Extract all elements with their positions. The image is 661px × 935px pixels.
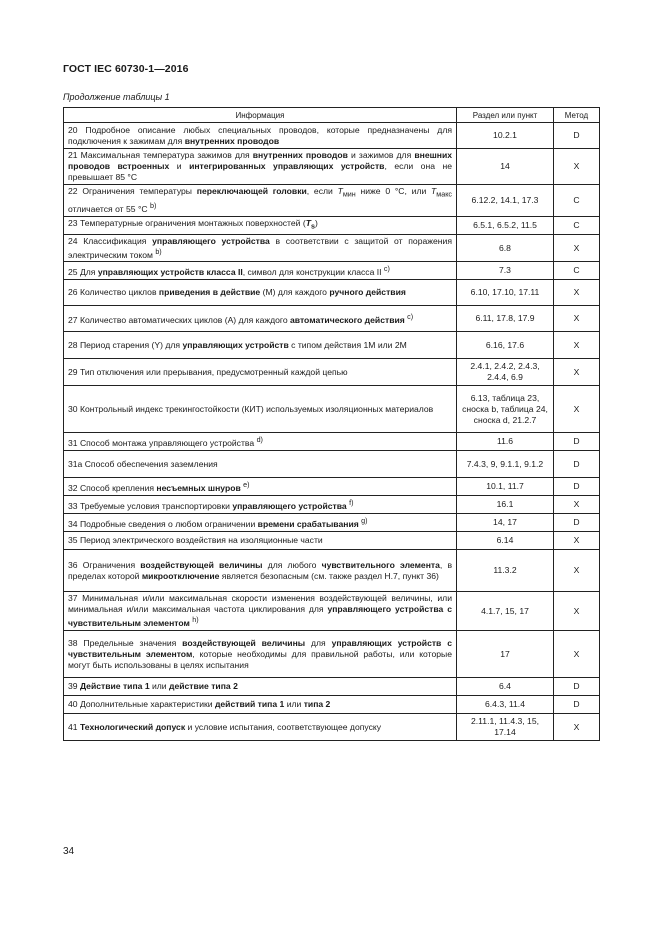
table-row (64, 714, 600, 741)
cell-section: 2.11.1, 11.4.3, 15, 17.14 (457, 714, 554, 741)
table-row (64, 532, 600, 550)
cell-info: 37 Минимальная и/или максимальная скорости изменения воздействующей величины, или минимальная и/или максимальная частота циклирования для управляющего устройства с чувствительным элементом $^{h)}$ (64, 592, 457, 631)
cell-info: 22 Ограничения температуры переключающей головки, если $T_{мин}$ ниже 0 °С, или $T_{макс}$ отличается от 55 °С $^{b)}$ (64, 185, 457, 217)
table-caption: Продолжение таблицы 1 (63, 92, 170, 102)
cell-info: 31 Способ монтажа управляющего устройства $^{d)}$ (64, 433, 457, 451)
table-row (64, 234, 600, 262)
cell-info: 34 Подробные сведения о любом ограничении времени срабатывания $^{g)}$ (64, 514, 457, 532)
cell-section: 6.14 (457, 532, 554, 550)
cell-method: D (554, 123, 600, 149)
cell-method: D (554, 451, 600, 478)
cell-method: D (554, 696, 600, 714)
cell-section: 7.4.3, 9, 9.1.1, 9.1.2 (457, 451, 554, 478)
cell-section: 6.4 (457, 678, 554, 696)
cell-info: 24 Классификация управляющего устройства в соответствии с защитой от поражения электрическим током $^{b)}$ (64, 234, 457, 262)
cell-info: 41 Технологический допуск и условие испытания, соответствующее допуску (64, 714, 457, 741)
cell-section: 16.1 (457, 496, 554, 514)
table-row (64, 359, 600, 386)
table-row (64, 496, 600, 514)
cell-info: 21 Максимальная температура зажимов для внутренних проводов и зажимов для внешних проводов встроенных и интегрированных управляющих устройств, если она не превышает 85 °С (64, 149, 457, 185)
cell-section: 14 (457, 149, 554, 185)
cell-method: D (554, 678, 600, 696)
cell-section: 6.11, 17.8, 17.9 (457, 306, 554, 332)
cell-method: X (554, 149, 600, 185)
cell-section: 6.4.3, 11.4 (457, 696, 554, 714)
cell-section: 6.16, 17.6 (457, 332, 554, 359)
table-row (64, 478, 600, 496)
cell-section: 10.2.1 (457, 123, 554, 149)
table-row (64, 280, 600, 306)
cell-method: D (554, 514, 600, 532)
cell-info: 40 Дополнительные характеристики действий типа 1 или типа 2 (64, 696, 457, 714)
cell-method: X (554, 592, 600, 631)
cell-section: 6.13, таблица 23, сноска b, таблица 24, сноска d, 21.2.7 (457, 386, 554, 433)
cell-info: 29 Тип отключения или прерывания, предусмотренный каждой цепью (64, 359, 457, 386)
table-row (64, 332, 600, 359)
table-row (64, 696, 600, 714)
table-row (64, 678, 600, 696)
cell-info: 23 Температурные ограничения монтажных поверхностей $(T_s)$ (64, 216, 457, 234)
column-header-info: Информация (64, 108, 457, 123)
cell-section: 17 (457, 631, 554, 678)
page-number: 34 (63, 846, 75, 857)
table-row (64, 185, 600, 217)
cell-info: 35 Период электрического воздействия на изоляционные части (64, 532, 457, 550)
table-row (64, 550, 600, 592)
cell-section: 2.4.1, 2.4.2, 2.4.3, 2.4.4, 6.9 (457, 359, 554, 386)
cell-method: X (554, 714, 600, 741)
cell-method: C (554, 216, 600, 234)
cell-section: 11.3.2 (457, 550, 554, 592)
cell-info: 27 Количество автоматических циклов (A) для каждого автоматического действия $^{c)}$ (64, 306, 457, 332)
cell-method: X (554, 550, 600, 592)
table-row (64, 451, 600, 478)
cell-section: 6.12.2, 14.1, 17.3 (457, 185, 554, 217)
table-row (64, 631, 600, 678)
table-row (64, 306, 600, 332)
cell-info: 32 Способ крепления несъемных шнуров $^{e)}$ (64, 478, 457, 496)
cell-method: X (554, 532, 600, 550)
cell-method: X (554, 496, 600, 514)
cell-info: 20 Подробное описание любых специальных проводов, которые предназначены для подключения к зажимам для внутренних проводов (64, 123, 457, 149)
cell-method: D (554, 433, 600, 451)
table-row (64, 149, 600, 185)
table-row (64, 433, 600, 451)
cell-method: X (554, 306, 600, 332)
cell-info: 26 Количество циклов приведения в действие (M) для каждого ручного действия (64, 280, 457, 306)
cell-info: 28 Период старения (Y) для управляющих устройств с типом действия 1M или 2M (64, 332, 457, 359)
cell-info: 33 Требуемые условия транспортировки управляющего устройства $^{f)}$ (64, 496, 457, 514)
cell-section: 6.10, 17.10, 17.11 (457, 280, 554, 306)
cell-info: 30 Контрольный индекс трекингостойкости (КИТ) используемых изоляционных материалов (64, 386, 457, 433)
column-header-method: Метод (554, 108, 600, 123)
cell-section: 6.5.1, 6.5.2, 11.5 (457, 216, 554, 234)
cell-method: X (554, 359, 600, 386)
document-header: ГОСТ IEC 60730-1—2016 (63, 63, 189, 75)
cell-section: 6.8 (457, 234, 554, 262)
cell-info: 25 Для управляющих устройств класса II, символ для конструкции класса II $^{c)}$ (64, 262, 457, 280)
table-row (64, 386, 600, 433)
table-row (64, 592, 600, 631)
table-header-row (64, 108, 600, 123)
cell-method: X (554, 332, 600, 359)
cell-info: 36 Ограничения воздействующей величины для любого чувствительного элемента, в пределах которой микроотключение является безопасным (см. также раздел H.7, пункт 36) (64, 550, 457, 592)
cell-method: X (554, 386, 600, 433)
table-row (64, 216, 600, 234)
table-row (64, 123, 600, 149)
cell-method: X (554, 280, 600, 306)
cell-section: 7.3 (457, 262, 554, 280)
cell-section: 4.1.7, 15, 17 (457, 592, 554, 631)
cell-info: 38 Предельные значения воздействующей величины для управляющих устройств с чувствительным элементом, которые необходимы для правильной работы, или которые могут быть использованы в целях испытания (64, 631, 457, 678)
cell-method: X (554, 234, 600, 262)
cell-section: 11.6 (457, 433, 554, 451)
cell-method: C (554, 262, 600, 280)
cell-section: 10.1, 11.7 (457, 478, 554, 496)
table-row (64, 262, 600, 280)
info-table (63, 107, 600, 741)
cell-method: D (554, 478, 600, 496)
cell-method: X (554, 631, 600, 678)
cell-method: C (554, 185, 600, 217)
table-row (64, 514, 600, 532)
cell-section: 14, 17 (457, 514, 554, 532)
column-header-section: Раздел или пункт (457, 108, 554, 123)
cell-info: 39 Действие типа 1 или действие типа 2 (64, 678, 457, 696)
cell-info: 31a Способ обеспечения заземления (64, 451, 457, 478)
